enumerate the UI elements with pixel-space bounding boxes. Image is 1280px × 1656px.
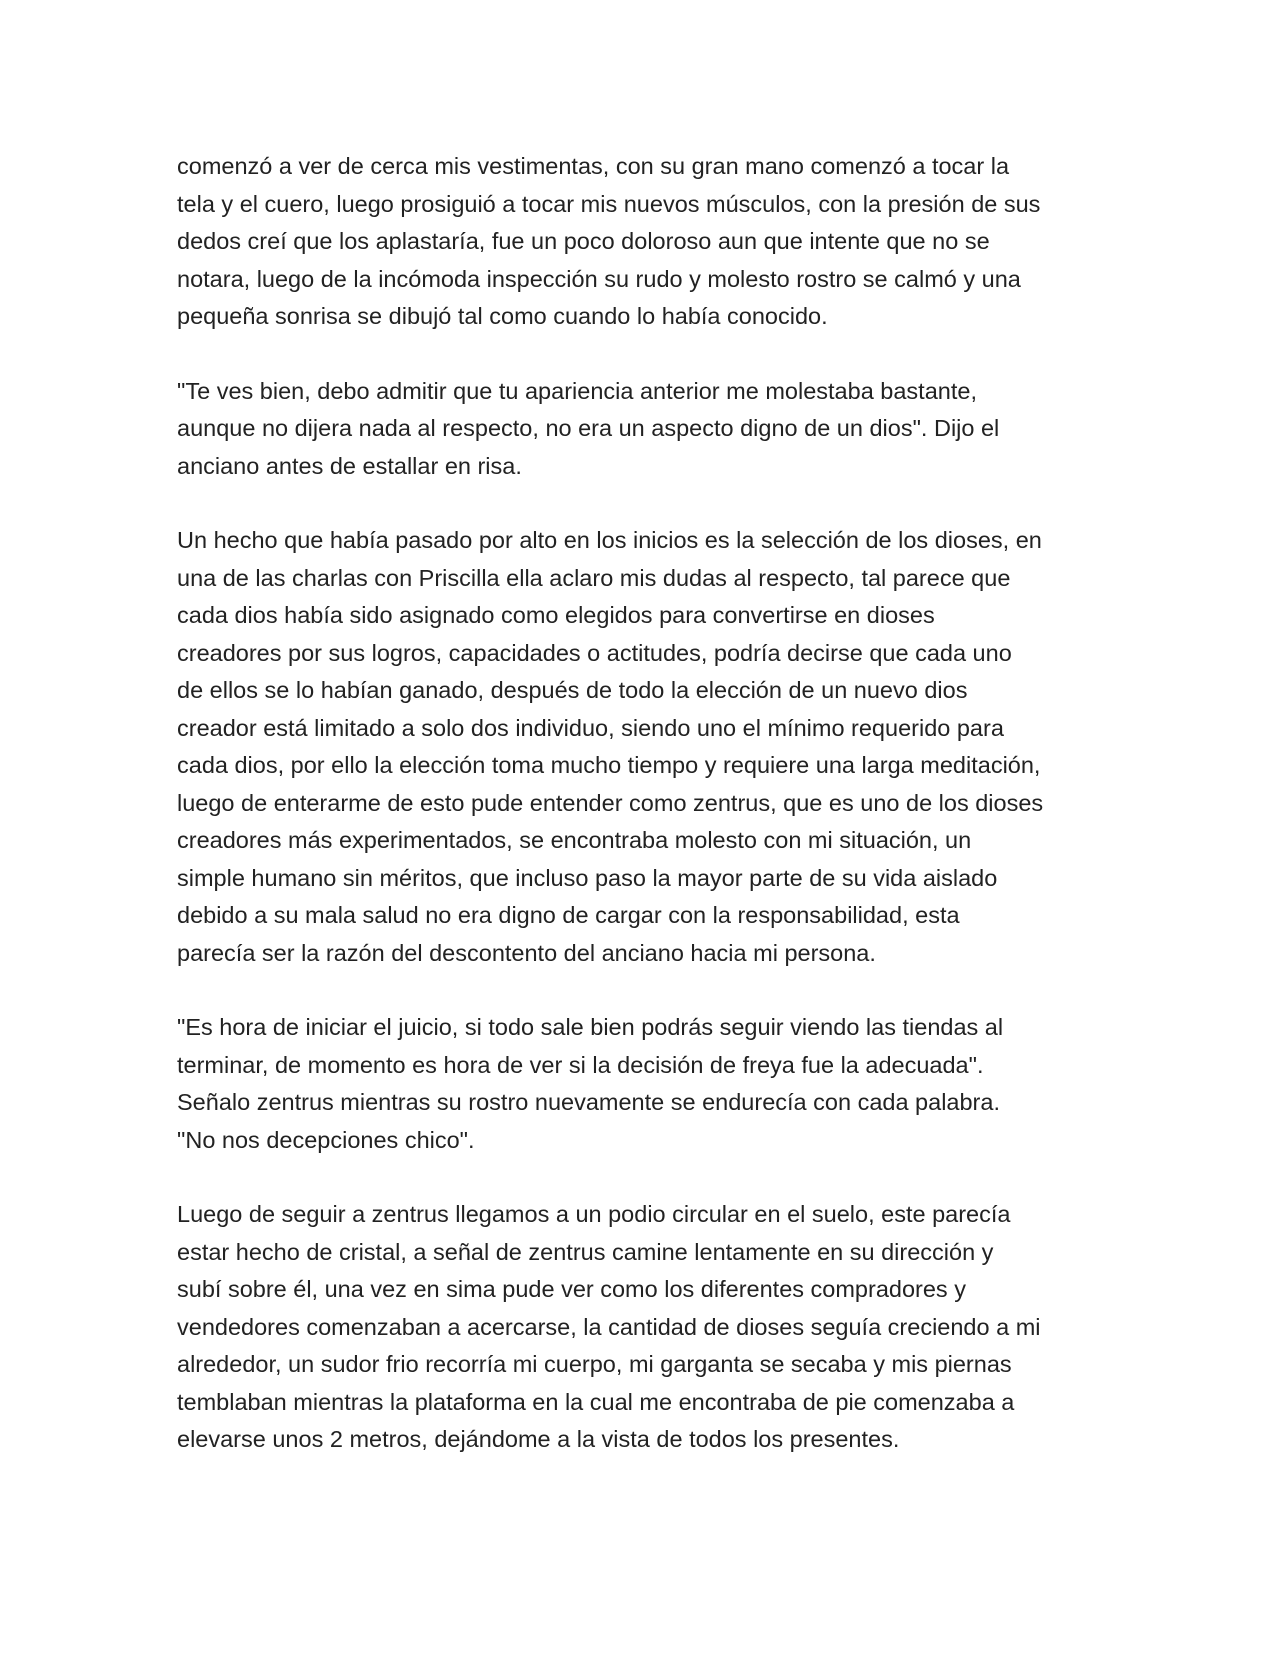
- text-line: alrededor, un sudor frio recorría mi cuerpo, mi garganta se secaba y mis piernas: [177, 1351, 1012, 1377]
- text-line: aunque no dijera nada al respecto, no era un aspecto digno de un dios". Dijo el: [177, 415, 1000, 441]
- text-line: anciano antes de estallar en risa.: [177, 452, 522, 479]
- paragraph-1: [177, 148, 1117, 336]
- text-line: debido a su mala salud no era digno de cargar con la responsabilidad, esta: [177, 902, 960, 928]
- text-line: creadores por sus logros, capacidades o actitudes, podría decirse que cada uno: [177, 639, 1012, 666]
- text-line: comenzó a ver de cerca mis vestimentas, con su gran mano comenzó a tocar la: [177, 153, 1010, 179]
- paragraph-2: [177, 373, 1117, 486]
- text-line: dedos creí que los aplastaría, fue un poco doloroso aun que intente que no se: [177, 228, 990, 254]
- text-line: de ellos se lo habían ganado, después de todo la elección de un nuevo dios: [177, 677, 968, 703]
- text-line: "No nos decepciones chico".: [177, 1126, 475, 1153]
- text-line: Un hecho que había pasado por alto en los inicios es la selección de los dioses, en: [177, 527, 1042, 553]
- text-line: "Te ves bien, debo admitir que tu apariencia anterior me molestaba bastante,: [177, 377, 977, 404]
- text-line: vendedores comenzaban a acercarse, la cantidad de dioses seguía creciendo a mi: [177, 1313, 1041, 1340]
- text-line: una de las charlas con Priscilla ella aclaro mis dudas al respecto, tal parece que: [177, 564, 1011, 591]
- paragraph-5: [177, 1196, 1117, 1459]
- text-line: creadores más experimentados, se encontraba molesto con mi situación, un: [177, 827, 972, 853]
- text-line: estar hecho de cristal, a señal de zentrus camine lentamente en su dirección y: [177, 1238, 994, 1265]
- text-line: elevarse unos 2 metros, dejándome a la vista de todos los presentes.: [177, 1426, 900, 1452]
- paragraph-3: [177, 522, 1117, 972]
- text-line: pequeña sonrisa se dibujó tal como cuando lo había conocido.: [177, 303, 828, 329]
- text-line: Luego de seguir a zentrus llegamos a un podio circular en el suelo, este parecía: [177, 1201, 1011, 1227]
- text-line: simple humano sin méritos, que incluso paso la mayor parte de su vida aislado: [177, 864, 998, 891]
- text-line: creador está limitado a solo dos individuo, siendo uno el mínimo requerido para: [177, 714, 1004, 741]
- text-line: "Es hora de iniciar el juicio, si todo sale bien podrás seguir viendo las tiendas al: [177, 1014, 1004, 1040]
- text-line: cada dios había sido asignado como elegidos para convertirse en dioses: [177, 602, 935, 628]
- text-line: luego de enterarme de esto pude entender como zentrus, que es uno de los dioses: [177, 789, 1044, 816]
- text-line: cada dios, por ello la elección toma mucho tiempo y requiere una larga meditación,: [177, 752, 1041, 778]
- document-body: [177, 148, 1117, 1496]
- text-line: tela y el cuero, luego prosiguió a tocar mis nuevos músculos, con la presión de sus: [177, 190, 1041, 217]
- text-line: Señalo zentrus mientras su rostro nuevamente se endurecía con cada palabra.: [177, 1089, 1000, 1115]
- text-line: terminar, de momento es hora de ver si la decisión de freya fue la adecuada".: [177, 1051, 984, 1078]
- text-line: temblaban mientras la plataforma en la cual me encontraba de pie comenzaba a: [177, 1388, 1015, 1415]
- text-line: parecía ser la razón del descontento del anciano hacia mi persona.: [177, 939, 876, 966]
- text-line: subí sobre él, una vez en sima pude ver como los diferentes compradores y: [177, 1276, 966, 1302]
- text-line: notara, luego de la incómoda inspección su rudo y molesto rostro se calmó y una: [177, 265, 1021, 292]
- paragraph-4: [177, 1009, 1117, 1159]
